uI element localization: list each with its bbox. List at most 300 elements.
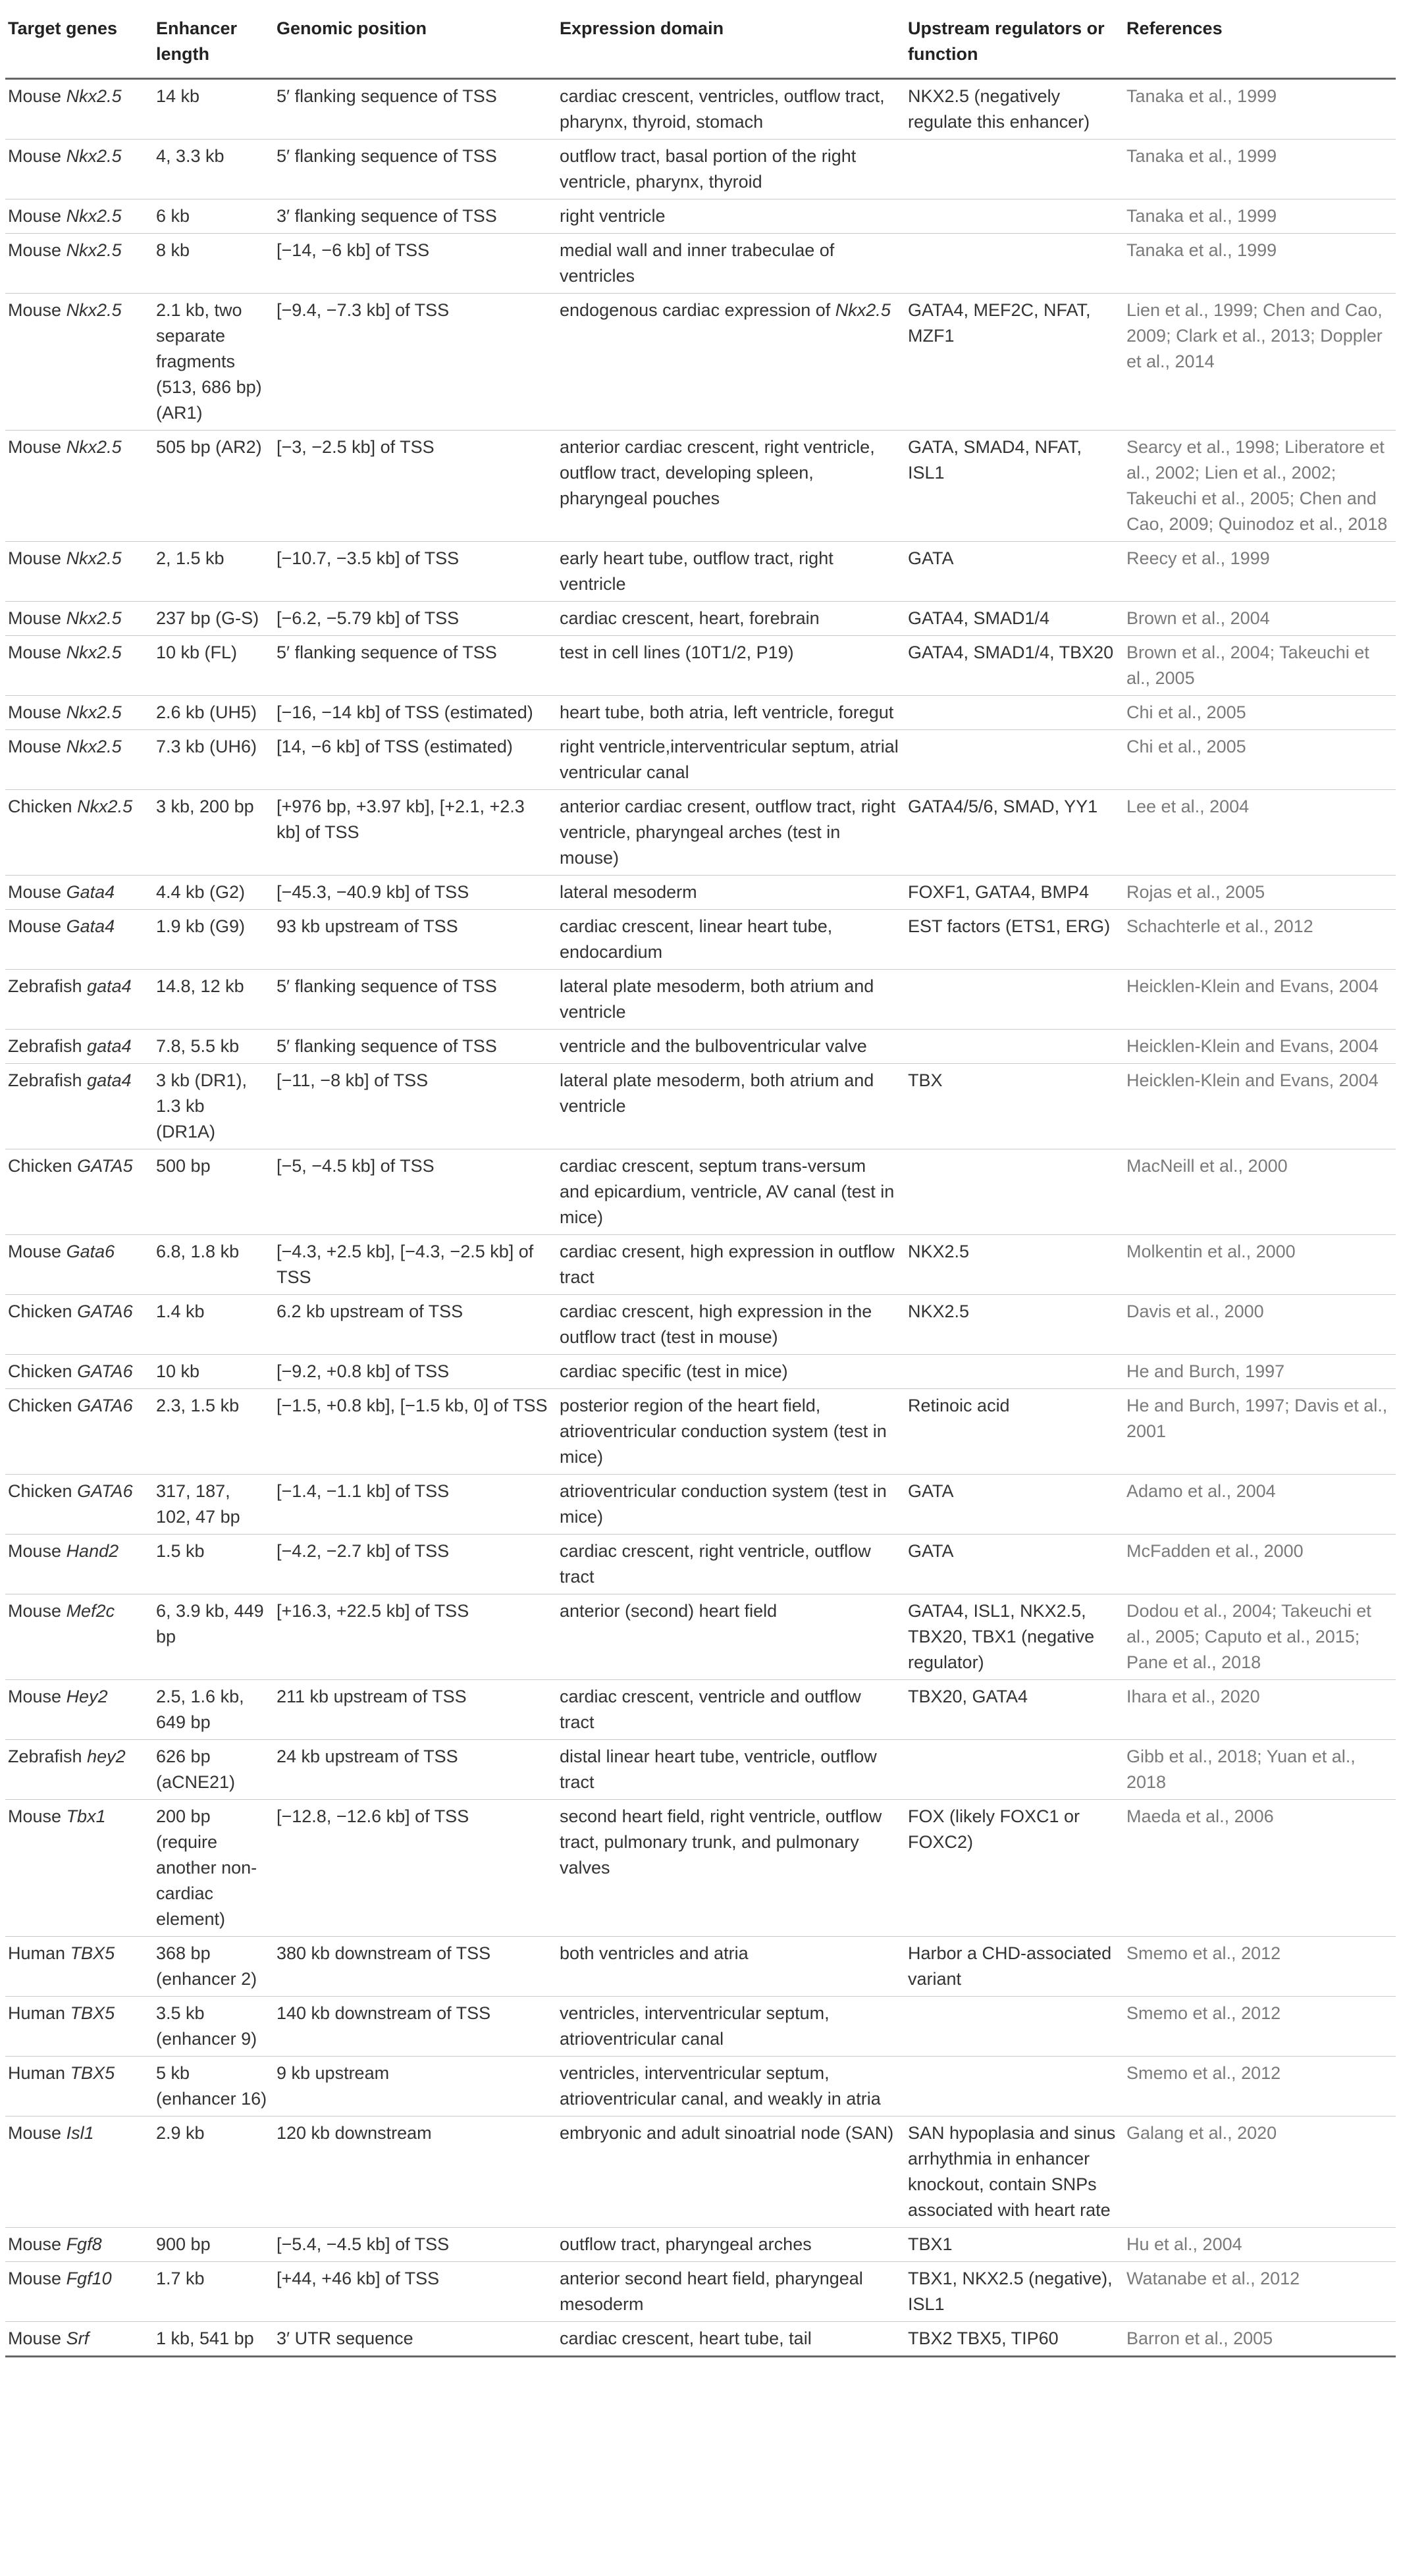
enhancer-length-cell: 1 kb, 541 bp — [153, 2322, 274, 2357]
expression-text: cardiac crescent, linear heart tube, endocardium — [560, 916, 833, 962]
genomic-position-cell: 5′ flanking sequence of TSS — [274, 79, 557, 140]
table-row — [5, 2116, 1396, 2228]
expression-text: test in cell lines (10T1/2, P19) — [560, 643, 794, 662]
gene-name: Nkx2.5 — [66, 240, 122, 260]
references-cell: Galang et al., 2020 — [1124, 2116, 1396, 2228]
genomic-position-cell: 380 kb downstream of TSS — [274, 1937, 557, 1997]
gene-name: Hey2 — [66, 1687, 108, 1706]
target-gene-cell — [5, 1149, 153, 1235]
expression-text: cardiac cresent, high expression in outflow tract — [560, 1242, 895, 1287]
genomic-position-cell: [14, −6 kb] of TSS (estimated) — [274, 730, 557, 790]
table-row — [5, 1475, 1396, 1535]
gene-name: Isl1 — [66, 2123, 94, 2143]
enhancer-length-cell: 6.8, 1.8 kb — [153, 1235, 274, 1295]
expression-text: outflow tract, basal portion of the right ventricle, pharynx, thyroid — [560, 146, 857, 192]
species-label: Mouse — [8, 300, 62, 320]
table-row — [5, 1997, 1396, 2057]
table-row — [5, 1594, 1396, 1680]
expression-text: ventricles, interventricular septum, atrioventricular canal, and weakly in atria — [560, 2063, 881, 2109]
gene-name: Nkx2.5 — [66, 437, 122, 457]
expression-domain-cell — [557, 1740, 905, 1800]
expression-domain-cell — [557, 790, 905, 876]
genomic-position-cell: 5′ flanking sequence of TSS — [274, 1030, 557, 1064]
enhancer-length-cell: 5 kb (enhancer 16) — [153, 2057, 274, 2116]
header-row — [5, 4, 1396, 79]
target-gene-cell — [5, 2228, 153, 2262]
upstream-regulators-cell: EST factors (ETS1, ERG) — [905, 910, 1124, 970]
table-row — [5, 2262, 1396, 2322]
table-header — [5, 4, 1396, 79]
genomic-position-cell: 140 kb downstream of TSS — [274, 1997, 557, 2057]
upstream-regulators-cell: GATA — [905, 1535, 1124, 1594]
gene-name: GATA6 — [77, 1396, 133, 1415]
target-gene-cell — [5, 2057, 153, 2116]
enhancer-length-cell: 317, 187, 102, 47 bp — [153, 1475, 274, 1535]
table-row — [5, 2322, 1396, 2357]
enhancer-length-cell: 500 bp — [153, 1149, 274, 1235]
target-gene-cell — [5, 2322, 153, 2357]
table-row — [5, 1149, 1396, 1235]
expression-text: medial wall and inner trabeculae of ventricles — [560, 240, 835, 286]
enhancer-length-cell: 900 bp — [153, 2228, 274, 2262]
gene-name: Fgf10 — [66, 2269, 112, 2288]
enhancer-length-cell: 626 bp (aCNE21) — [153, 1740, 274, 1800]
genomic-position-cell: 120 kb downstream — [274, 2116, 557, 2228]
gene-name: Nkx2.5 — [77, 797, 133, 816]
genomic-position-cell: [−1.4, −1.1 kb] of TSS — [274, 1475, 557, 1535]
references-cell: Chi et al., 2005 — [1124, 730, 1396, 790]
references-cell: Lien et al., 1999; Chen and Cao, 2009; Clark et al., 2013; Doppler et al., 2014 — [1124, 294, 1396, 431]
expression-domain-cell — [557, 1997, 905, 2057]
species-label: Chicken — [8, 1361, 72, 1381]
expression-domain-cell — [557, 1295, 905, 1355]
target-gene-cell — [5, 79, 153, 140]
table-row — [5, 910, 1396, 970]
genomic-position-cell: 3′ flanking sequence of TSS — [274, 199, 557, 234]
target-gene-cell — [5, 294, 153, 431]
enhancer-length-cell: 2.1 kb, two separate fragments (513, 686 bp) (AR1) — [153, 294, 274, 431]
target-gene-cell — [5, 140, 153, 199]
references-cell: Watanabe et al., 2012 — [1124, 2262, 1396, 2322]
target-gene-cell — [5, 1594, 153, 1680]
references-cell: Tanaka et al., 1999 — [1124, 79, 1396, 140]
gene-name: Nkx2.5 — [66, 206, 122, 226]
expression-domain-cell — [557, 2057, 905, 2116]
genomic-position-cell: 5′ flanking sequence of TSS — [274, 636, 557, 696]
upstream-regulators-cell — [905, 1740, 1124, 1800]
species-label: Chicken — [8, 797, 72, 816]
gene-name: Nkx2.5 — [66, 86, 122, 106]
upstream-regulators-cell: GATA — [905, 1475, 1124, 1535]
expression-domain-cell — [557, 2262, 905, 2322]
gene-name: Gata4 — [66, 882, 115, 902]
genomic-position-cell: [−9.2, +0.8 kb] of TSS — [274, 1355, 557, 1389]
expression-text: right ventricle,interventricular septum, atrial ventricular canal — [560, 737, 899, 782]
species-label: Mouse — [8, 1242, 62, 1261]
upstream-regulators-cell — [905, 1030, 1124, 1064]
table-row — [5, 1030, 1396, 1064]
expression-domain-cell — [557, 1064, 905, 1149]
table-row — [5, 294, 1396, 431]
species-label: Mouse — [8, 608, 62, 628]
references-cell: Barron et al., 2005 — [1124, 2322, 1396, 2357]
species-label: Mouse — [8, 2269, 62, 2288]
species-label: Mouse — [8, 548, 62, 568]
expression-text: atrioventricular conduction system (test in mice) — [560, 1481, 887, 1527]
references-cell: Gibb et al., 2018; Yuan et al., 2018 — [1124, 1740, 1396, 1800]
header-upstream-regulators: Upstream regulators or function — [905, 4, 1124, 79]
enhancer-length-cell: 2.6 kb (UH5) — [153, 696, 274, 730]
species-label: Mouse — [8, 1601, 62, 1621]
genomic-position-cell: [−45.3, −40.9 kb] of TSS — [274, 876, 557, 910]
species-label: Zebrafish — [8, 1070, 82, 1090]
enhancer-length-cell: 14.8, 12 kb — [153, 970, 274, 1030]
genomic-position-cell: [−5, −4.5 kb] of TSS — [274, 1149, 557, 1235]
enhancer-length-cell: 1.7 kb — [153, 2262, 274, 2322]
upstream-regulators-cell — [905, 970, 1124, 1030]
species-label: Zebrafish — [8, 976, 82, 996]
references-cell: Searcy et al., 1998; Liberatore et al., 2002; Lien et al., 2002; Takeuchi et al., 2005; Chen and Cao, 2009; Quinodoz et al., 2018 — [1124, 431, 1396, 542]
references-cell: Heicklen-Klein and Evans, 2004 — [1124, 1030, 1396, 1064]
target-gene-cell — [5, 1535, 153, 1594]
target-gene-cell — [5, 1800, 153, 1937]
table-row — [5, 602, 1396, 636]
upstream-regulators-cell: GATA — [905, 542, 1124, 602]
upstream-regulators-cell: TBX1 — [905, 2228, 1124, 2262]
target-gene-cell — [5, 910, 153, 970]
upstream-regulators-cell — [905, 1997, 1124, 2057]
expression-text: both ventricles and atria — [560, 1943, 749, 1963]
table-row — [5, 1295, 1396, 1355]
expression-text: cardiac crescent, ventricles, outflow tract, pharynx, thyroid, stomach — [560, 86, 885, 132]
enhancer-length-cell: 237 bp (G-S) — [153, 602, 274, 636]
enhancer-length-cell: 2, 1.5 kb — [153, 542, 274, 602]
table-row — [5, 1740, 1396, 1800]
species-label: Zebrafish — [8, 1747, 82, 1766]
gene-name: gata4 — [87, 1036, 132, 1056]
enhancer-length-cell: 10 kb (FL) — [153, 636, 274, 696]
expression-domain-cell — [557, 2322, 905, 2357]
table-row — [5, 199, 1396, 234]
expression-domain-cell — [557, 294, 905, 431]
genomic-position-cell: [−16, −14 kb] of TSS (estimated) — [274, 696, 557, 730]
genomic-position-cell: 9 kb upstream — [274, 2057, 557, 2116]
table-row — [5, 234, 1396, 294]
target-gene-cell — [5, 234, 153, 294]
gene-name: GATA6 — [77, 1361, 133, 1381]
target-gene-cell — [5, 1997, 153, 2057]
table-row — [5, 1937, 1396, 1997]
expression-text: lateral mesoderm — [560, 882, 697, 902]
upstream-regulators-cell: NKX2.5 — [905, 1295, 1124, 1355]
upstream-regulators-cell: Harbor a CHD-associated variant — [905, 1937, 1124, 1997]
enhancer-length-cell: 14 kb — [153, 79, 274, 140]
enhancer-length-cell: 3 kb (DR1), 1.3 kb (DR1A) — [153, 1064, 274, 1149]
table-row — [5, 696, 1396, 730]
target-gene-cell — [5, 1235, 153, 1295]
header-target-genes: Target genes — [5, 4, 153, 79]
enhancer-length-cell: 6, 3.9 kb, 449 bp — [153, 1594, 274, 1680]
species-label: Chicken — [8, 1301, 72, 1321]
species-label: Mouse — [8, 2234, 62, 2254]
table-row — [5, 1680, 1396, 1740]
expression-domain-cell — [557, 696, 905, 730]
gene-name: Tbx1 — [66, 1806, 106, 1826]
table-row — [5, 1235, 1396, 1295]
expression-text: second heart field, right ventricle, outflow tract, pulmonary trunk, and pulmonary valves — [560, 1806, 882, 1878]
expression-domain-cell — [557, 910, 905, 970]
enhancer-length-cell: 1.4 kb — [153, 1295, 274, 1355]
references-cell: He and Burch, 1997; Davis et al., 2001 — [1124, 1389, 1396, 1475]
expression-text: cardiac crescent, septum trans-versum and epicardium, ventricle, AV canal (test in mice) — [560, 1156, 895, 1227]
upstream-regulators-cell — [905, 1355, 1124, 1389]
expression-text: embryonic and adult sinoatrial node (SAN) — [560, 2123, 894, 2143]
enhancer-length-cell: 3.5 kb (enhancer 9) — [153, 1997, 274, 2057]
expression-domain-cell — [557, 636, 905, 696]
expression-text: cardiac specific (test in mice) — [560, 1361, 788, 1381]
gene-name: TBX5 — [70, 1943, 115, 1963]
upstream-regulators-cell: TBX1, NKX2.5 (negative), ISL1 — [905, 2262, 1124, 2322]
enhancer-length-cell: 2.3, 1.5 kb — [153, 1389, 274, 1475]
references-cell: Hu et al., 2004 — [1124, 2228, 1396, 2262]
enhancer-length-cell: 1.9 kb (G9) — [153, 910, 274, 970]
expression-domain-cell — [557, 140, 905, 199]
table-body — [5, 79, 1396, 2357]
gene-name: Fgf8 — [66, 2234, 102, 2254]
expression-text: cardiac crescent, high expression in the outflow tract (test in mouse) — [560, 1301, 872, 1347]
species-label: Mouse — [8, 206, 62, 226]
expression-text: outflow tract, pharyngeal arches — [560, 2234, 812, 2254]
species-label: Human — [8, 2003, 66, 2023]
genomic-position-cell: 24 kb upstream of TSS — [274, 1740, 557, 1800]
table-row — [5, 970, 1396, 1030]
gene-name: GATA6 — [77, 1301, 133, 1321]
target-gene-cell — [5, 696, 153, 730]
references-cell: Lee et al., 2004 — [1124, 790, 1396, 876]
target-gene-cell — [5, 431, 153, 542]
header-references: References — [1124, 4, 1396, 79]
upstream-regulators-cell: NKX2.5 (negatively regulate this enhancer) — [905, 79, 1124, 140]
target-gene-cell — [5, 1295, 153, 1355]
expression-domain-cell — [557, 1535, 905, 1594]
gene-name: GATA5 — [77, 1156, 133, 1176]
upstream-regulators-cell: GATA4/5/6, SMAD, YY1 — [905, 790, 1124, 876]
expression-domain-cell — [557, 2116, 905, 2228]
references-cell: Brown et al., 2004; Takeuchi et al., 2005 — [1124, 636, 1396, 696]
expression-text: anterior cardiac crescent, right ventricle, outflow tract, developing spleen, pharyngeal pouches — [560, 437, 875, 508]
upstream-regulators-cell: TBX20, GATA4 — [905, 1680, 1124, 1740]
expression-text: early heart tube, outflow tract, right ventricle — [560, 548, 833, 594]
expression-domain-cell — [557, 1475, 905, 1535]
species-label: Mouse — [8, 240, 62, 260]
expression-text: cardiac crescent, ventricle and outflow tract — [560, 1687, 861, 1732]
expression-domain-cell — [557, 970, 905, 1030]
species-label: Mouse — [8, 437, 62, 457]
expression-gene-name: Nkx2.5 — [835, 300, 891, 320]
expression-domain-cell — [557, 2228, 905, 2262]
table-row — [5, 876, 1396, 910]
gene-name: Nkx2.5 — [66, 702, 122, 722]
target-gene-cell — [5, 876, 153, 910]
expression-domain-cell — [557, 1680, 905, 1740]
upstream-regulators-cell — [905, 2057, 1124, 2116]
target-gene-cell — [5, 2262, 153, 2322]
species-label: Mouse — [8, 146, 62, 166]
target-gene-cell — [5, 790, 153, 876]
target-gene-cell — [5, 1030, 153, 1064]
upstream-regulators-cell: FOX (likely FOXC1 or FOXC2) — [905, 1800, 1124, 1937]
references-cell: Tanaka et al., 1999 — [1124, 140, 1396, 199]
target-gene-cell — [5, 636, 153, 696]
header-genomic-position: Genomic position — [274, 4, 557, 79]
enhancer-length-cell: 505 bp (AR2) — [153, 431, 274, 542]
enhancer-length-cell: 7.3 kb (UH6) — [153, 730, 274, 790]
species-label: Mouse — [8, 86, 62, 106]
target-gene-cell — [5, 1680, 153, 1740]
target-gene-cell — [5, 1064, 153, 1149]
upstream-regulators-cell: GATA4, SMAD1/4, TBX20 — [905, 636, 1124, 696]
genomic-position-cell: [−3, −2.5 kb] of TSS — [274, 431, 557, 542]
expression-domain-cell — [557, 542, 905, 602]
references-cell: Ihara et al., 2020 — [1124, 1680, 1396, 1740]
table-row — [5, 636, 1396, 696]
table-row — [5, 542, 1396, 602]
references-cell: Adamo et al., 2004 — [1124, 1475, 1396, 1535]
target-gene-cell — [5, 1355, 153, 1389]
genomic-position-cell: [+16.3, +22.5 kb] of TSS — [274, 1594, 557, 1680]
references-cell: Chi et al., 2005 — [1124, 696, 1396, 730]
upstream-regulators-cell: NKX2.5 — [905, 1235, 1124, 1295]
species-label: Chicken — [8, 1396, 72, 1415]
expression-text: lateral plate mesoderm, both atrium and ventricle — [560, 976, 874, 1022]
references-cell: Davis et al., 2000 — [1124, 1295, 1396, 1355]
references-cell: Heicklen-Klein and Evans, 2004 — [1124, 1064, 1396, 1149]
genomic-position-cell: [−1.5, +0.8 kb], [−1.5 kb, 0] of TSS — [274, 1389, 557, 1475]
header-expression-domain: Expression domain — [557, 4, 905, 79]
references-cell: Reecy et al., 1999 — [1124, 542, 1396, 602]
genomic-position-cell: [−11, −8 kb] of TSS — [274, 1064, 557, 1149]
enhancer-length-cell: 3 kb, 200 bp — [153, 790, 274, 876]
gene-name: Gata4 — [66, 916, 115, 936]
genomic-position-cell: [−12.8, −12.6 kb] of TSS — [274, 1800, 557, 1937]
expression-domain-cell — [557, 1030, 905, 1064]
expression-text: cardiac crescent, right ventricle, outflow tract — [560, 1541, 871, 1587]
species-label: Zebrafish — [8, 1036, 82, 1056]
expression-text: anterior second heart field, pharyngeal mesoderm — [560, 2269, 863, 2314]
table-row — [5, 790, 1396, 876]
gene-name: Gata6 — [66, 1242, 115, 1261]
enhancer-length-cell: 10 kb — [153, 1355, 274, 1389]
expression-text: lateral plate mesoderm, both atrium and ventricle — [560, 1070, 874, 1116]
genomic-position-cell: [−6.2, −5.79 kb] of TSS — [274, 602, 557, 636]
references-cell: Heicklen-Klein and Evans, 2004 — [1124, 970, 1396, 1030]
expression-text: anterior (second) heart field — [560, 1601, 778, 1621]
target-gene-cell — [5, 1937, 153, 1997]
genomic-position-cell: [−4.3, +2.5 kb], [−4.3, −2.5 kb] of TSS — [274, 1235, 557, 1295]
upstream-regulators-cell — [905, 1149, 1124, 1235]
genomic-position-cell: [+976 bp, +3.97 kb], [+2.1, +2.3 kb] of TSS — [274, 790, 557, 876]
gene-name: TBX5 — [70, 2003, 115, 2023]
expression-text: cardiac crescent, heart, forebrain — [560, 608, 820, 628]
expression-domain-cell — [557, 199, 905, 234]
references-cell: McFadden et al., 2000 — [1124, 1535, 1396, 1594]
table-row — [5, 1389, 1396, 1475]
genomic-position-cell: [+44, +46 kb] of TSS — [274, 2262, 557, 2322]
table-row — [5, 1800, 1396, 1937]
expression-domain-cell — [557, 1937, 905, 1997]
expression-domain-cell — [557, 1800, 905, 1937]
species-label: Chicken — [8, 1156, 72, 1176]
gene-name: Srf — [66, 2328, 90, 2348]
expression-domain-cell — [557, 1355, 905, 1389]
expression-domain-cell — [557, 431, 905, 542]
species-label: Mouse — [8, 1806, 62, 1826]
expression-domain-cell — [557, 1594, 905, 1680]
references-cell: Smemo et al., 2012 — [1124, 1997, 1396, 2057]
references-cell: Dodou et al., 2004; Takeuchi et al., 2005; Caputo et al., 2015; Pane et al., 2018 — [1124, 1594, 1396, 1680]
expression-domain-cell — [557, 234, 905, 294]
species-label: Human — [8, 2063, 66, 2083]
genomic-position-cell: [−4.2, −2.7 kb] of TSS — [274, 1535, 557, 1594]
references-cell: Smemo et al., 2012 — [1124, 2057, 1396, 2116]
upstream-regulators-cell: GATA, SMAD4, NFAT, ISL1 — [905, 431, 1124, 542]
upstream-regulators-cell: GATA4, ISL1, NKX2.5, TBX20, TBX1 (negative regulator) — [905, 1594, 1124, 1680]
expression-text: right ventricle — [560, 206, 666, 226]
references-cell: Rojas et al., 2005 — [1124, 876, 1396, 910]
enhancer-length-cell: 6 kb — [153, 199, 274, 234]
gene-name: hey2 — [87, 1747, 126, 1766]
genomic-position-cell: [−5.4, −4.5 kb] of TSS — [274, 2228, 557, 2262]
enhancer-length-cell: 1.5 kb — [153, 1535, 274, 1594]
enhancer-length-cell: 8 kb — [153, 234, 274, 294]
genomic-position-cell: 6.2 kb upstream of TSS — [274, 1295, 557, 1355]
target-gene-cell — [5, 602, 153, 636]
upstream-regulators-cell — [905, 199, 1124, 234]
species-label: Mouse — [8, 1541, 62, 1561]
gene-name: GATA6 — [77, 1481, 133, 1501]
gene-name: Nkx2.5 — [66, 608, 122, 628]
upstream-regulators-cell: GATA4, MEF2C, NFAT, MZF1 — [905, 294, 1124, 431]
gene-name: TBX5 — [70, 2063, 115, 2083]
upstream-regulators-cell: SAN hypoplasia and sinus arrhythmia in enhancer knockout, contain SNPs associated with heart rate — [905, 2116, 1124, 2228]
upstream-regulators-cell: TBX — [905, 1064, 1124, 1149]
target-gene-cell — [5, 970, 153, 1030]
expression-text: ventricles, interventricular septum, atrioventricular canal — [560, 2003, 830, 2049]
species-label: Mouse — [8, 916, 62, 936]
species-label: Mouse — [8, 702, 62, 722]
gene-name: Nkx2.5 — [66, 548, 122, 568]
expression-text: endogenous cardiac expression of — [560, 300, 831, 320]
header-enhancer-length: Enhancer length — [153, 4, 274, 79]
upstream-regulators-cell — [905, 140, 1124, 199]
references-cell: Tanaka et al., 1999 — [1124, 199, 1396, 234]
gene-name: gata4 — [87, 1070, 132, 1090]
upstream-regulators-cell — [905, 696, 1124, 730]
gene-name: Nkx2.5 — [66, 643, 122, 662]
gene-name: Mef2c — [66, 1601, 115, 1621]
upstream-regulators-cell: TBX2 TBX5, TIP60 — [905, 2322, 1124, 2357]
expression-domain-cell — [557, 1235, 905, 1295]
expression-text: cardiac crescent, heart tube, tail — [560, 2328, 812, 2348]
enhancer-length-cell: 368 bp (enhancer 2) — [153, 1937, 274, 1997]
references-cell: Brown et al., 2004 — [1124, 602, 1396, 636]
target-gene-cell — [5, 2116, 153, 2228]
genomic-position-cell: 5′ flanking sequence of TSS — [274, 970, 557, 1030]
gene-name: gata4 — [87, 976, 132, 996]
genomic-position-cell: 211 kb upstream of TSS — [274, 1680, 557, 1740]
genomic-position-cell: [−9.4, −7.3 kb] of TSS — [274, 294, 557, 431]
species-label: Mouse — [8, 1687, 62, 1706]
